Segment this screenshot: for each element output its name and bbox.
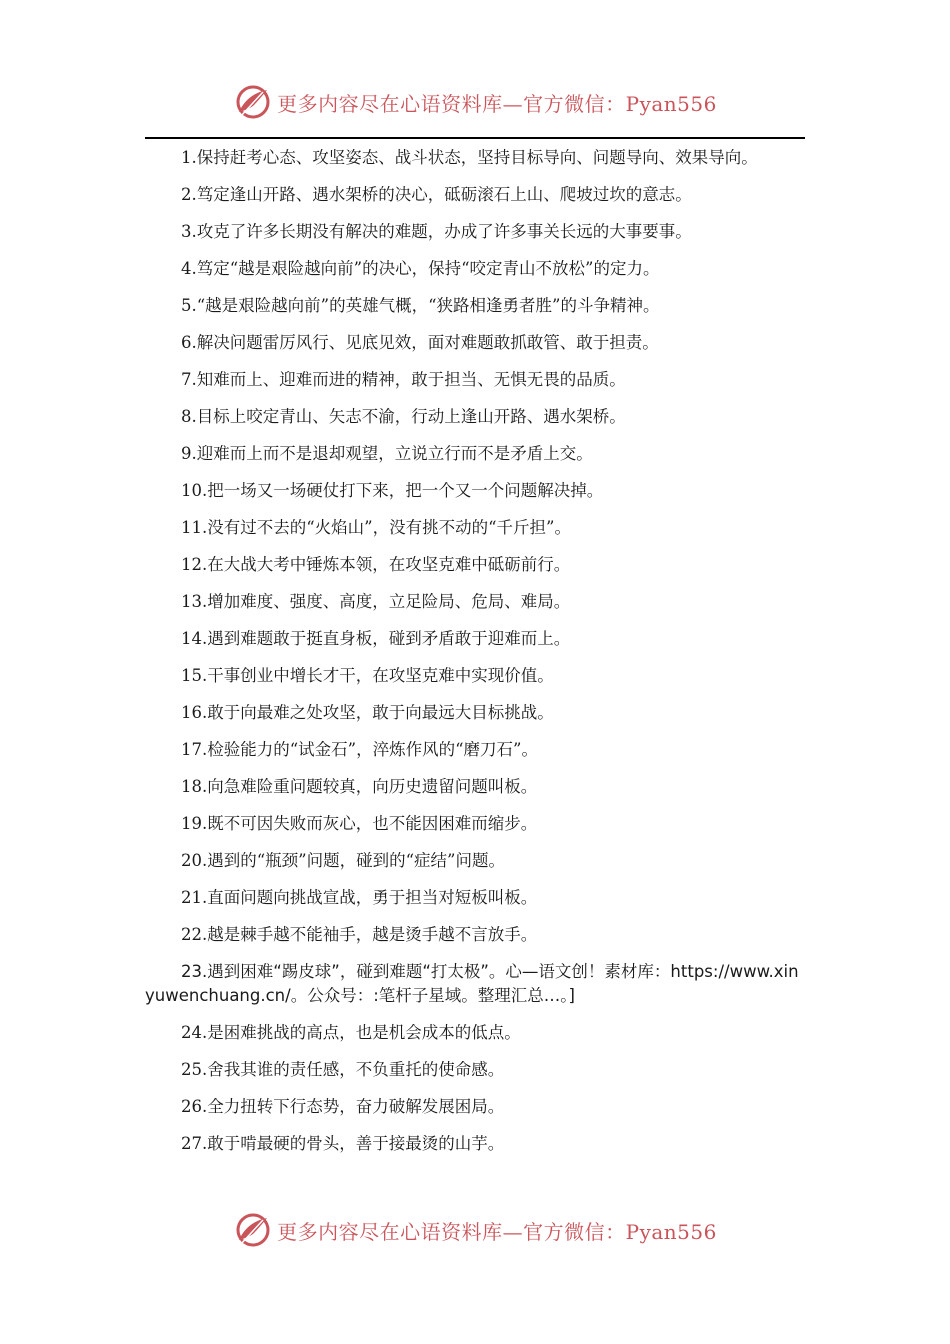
list-item: 7.知难而上、迎难而进的精神，敢于担当、无惧无畏的品质。: [181, 370, 626, 389]
list-item: 11.没有过不去的“火焰山”，没有挑不动的“千斤担”。: [181, 518, 571, 537]
pen-logo-icon: [233, 1210, 273, 1250]
list-item: 24.是困难挑战的高点，也是机会成本的低点。: [181, 1023, 521, 1042]
list-item: 17.检验能力的“试金石”，淬炼作风的“磨刀石”。: [181, 740, 538, 759]
header-banner: [0, 80, 950, 124]
list-item: 13.增加难度、强度、高度，立足险局、危局、难局。: [181, 592, 571, 611]
list-item: 21.直面问题向挑战宣战，勇于担当对短板叫板。: [181, 888, 538, 907]
banner-text: 更多内容尽在心语资料库—官方微信：Pyan556: [277, 1219, 717, 1244]
list-item: 14.遇到难题敢于挺直身板，碰到矛盾敢于迎难而上。: [181, 629, 571, 648]
list-item: 2.笃定逢山开路、遇水架桥的决心，砥砺滚石上山、爬坡过坎的意志。: [181, 185, 692, 204]
list-item: 18.向急难险重问题较真，向历史遗留问题叫板。: [181, 777, 538, 796]
list-item: 6.解决问题雷厉风行、见底见效，面对难题敢抓敢管、敢于担责。: [181, 333, 659, 352]
pen-logo-icon: [233, 82, 273, 122]
list-item: 5.“越是艰险越向前”的英雄气概，“狭路相逢勇者胜”的斗争精神。: [181, 296, 660, 315]
list-item: 23.遇到困难“踢皮球”，碰到难题“打太极”。心—语文创！素材库：https://www.xinyuwenchuang.cn/。公众号：:笔杆子星域。整理汇总…。]: [145, 962, 799, 1005]
list-item: 25.舍我其谁的责任感，不负重托的使命感。: [181, 1060, 505, 1079]
list-item: 3.攻克了许多长期没有解决的难题，办成了许多事关长远的大事要事。: [181, 222, 692, 241]
list-item: 4.笃定“越是艰险越向前”的决心，保持“咬定青山不放松”的定力。: [181, 259, 660, 278]
list-item: 20.遇到的“瓶颈”问题，碰到的“症结”问题。: [181, 851, 505, 870]
list-item: 12.在大战大考中锤炼本领，在攻坚克难中砥砺前行。: [181, 555, 571, 574]
list-item: 26.全力扭转下行态势，奋力破解发展困局。: [181, 1097, 505, 1116]
list-item: 1.保持赶考心态、攻坚姿态、战斗状态，坚持目标导向、问题导向、效果导向。: [181, 148, 758, 167]
list-item: 8.目标上咬定青山、矢志不渝，行动上逢山开路、遇水架桥。: [181, 407, 626, 426]
list-item: 19.既不可因失败而灰心，也不能因困难而缩步。: [181, 814, 538, 833]
list-item: 16.敢于向最难之处攻坚，敢于向最远大目标挑战。: [181, 703, 554, 722]
list-item: 22.越是棘手越不能袖手，越是烫手越不言放手。: [181, 925, 538, 944]
list-item: 15.干事创业中增长才干，在攻坚克难中实现价值。: [181, 666, 554, 685]
banner-text: 更多内容尽在心语资料库—官方微信：Pyan556: [277, 91, 717, 116]
list-item: 10.把一场又一场硬仗打下来，把一个又一个问题解决掉。: [181, 481, 604, 500]
quote-list: [145, 146, 805, 1169]
list-item: 9.迎难而上而不是退却观望，立说立行而不是矛盾上交。: [181, 444, 593, 463]
header-rule: [145, 137, 805, 139]
list-item: 27.敢于啃最硬的骨头，善于接最烫的山芋。: [181, 1134, 505, 1153]
footer-banner: [0, 1208, 950, 1252]
